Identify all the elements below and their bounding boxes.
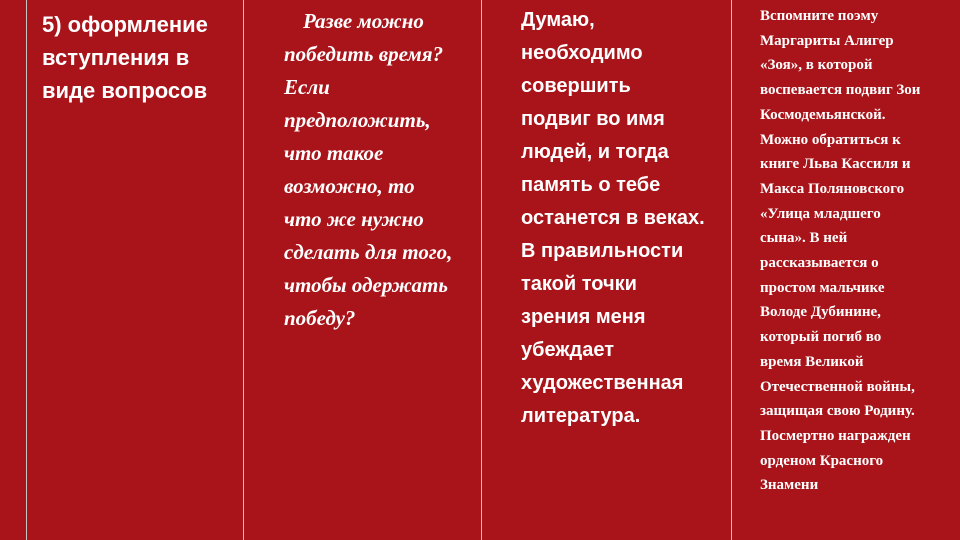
example-line: простом мальчике — [760, 279, 885, 296]
technique-line: 5) оформление — [42, 12, 208, 37]
example-line: Вспомните поэму — [760, 8, 879, 24]
cell-literature-example — [760, 4, 960, 498]
question-line: победу? — [284, 306, 356, 330]
example-line: Посмертно награжден — [760, 427, 911, 444]
answer-line: такой точки — [521, 273, 637, 295]
question-line: Если — [284, 75, 330, 99]
example-line: воспевается подвиг Зои — [760, 82, 921, 99]
example-line: время Великой — [760, 353, 864, 370]
cell-question-text — [284, 5, 480, 335]
cell-answer-text — [521, 4, 726, 433]
answer-line: убеждает — [521, 339, 614, 361]
answer-line: людей, и тогда — [521, 141, 669, 163]
example-line: защищая свою Родину. — [760, 403, 915, 420]
example-line: орденом Красного — [760, 452, 884, 469]
example-line: Знамени — [760, 477, 819, 494]
answer-line: подвиг во имя — [521, 108, 665, 130]
table-border-left — [26, 0, 27, 540]
cell-technique-title — [42, 8, 238, 107]
question-line: что же нужно — [284, 207, 424, 231]
answer-line: художественная — [521, 372, 684, 394]
column-divider-1 — [243, 0, 244, 540]
example-line: Володе Дубинине, — [760, 304, 881, 321]
example-line: «Улица младшего — [760, 205, 881, 222]
question-line: победить время? — [284, 42, 444, 66]
answer-line: память о тебе — [521, 174, 661, 196]
question-line: что такое — [284, 141, 384, 165]
column-divider-2 — [481, 0, 482, 540]
example-line: Космодемьянской. — [760, 106, 886, 123]
question-line: предположить, — [284, 108, 431, 132]
question-line: чтобы одержать — [284, 273, 448, 297]
example-line: книге Льва Кассиля и — [760, 156, 911, 173]
answer-line: зрения меня — [521, 306, 646, 328]
answer-line: В правильности — [521, 240, 684, 262]
example-line: Можно обратиться к — [760, 131, 901, 148]
example-line: Отечественной войны, — [760, 378, 915, 395]
column-divider-3 — [731, 0, 732, 540]
example-line: Маргариты Алигер — [760, 32, 894, 49]
example-line: сына». В ней — [760, 230, 848, 247]
technique-line: вступления в — [42, 45, 190, 70]
answer-line: Думаю, — [521, 9, 595, 31]
question-line: Разве можно — [303, 9, 424, 33]
technique-line: виде вопросов — [42, 78, 208, 103]
example-line: Макса Поляновского — [760, 180, 905, 197]
answer-line: литература. — [521, 405, 641, 427]
question-line: возможно, то — [284, 174, 415, 198]
answer-line: совершить — [521, 75, 631, 97]
question-line: сделать для того, — [284, 240, 453, 264]
answer-line: останется в веках. — [521, 207, 705, 229]
example-line: который погиб во — [760, 329, 882, 346]
answer-line: необходимо — [521, 42, 643, 64]
example-line: рассказывается о — [760, 255, 879, 272]
example-line: «Зоя», в которой — [760, 57, 873, 74]
